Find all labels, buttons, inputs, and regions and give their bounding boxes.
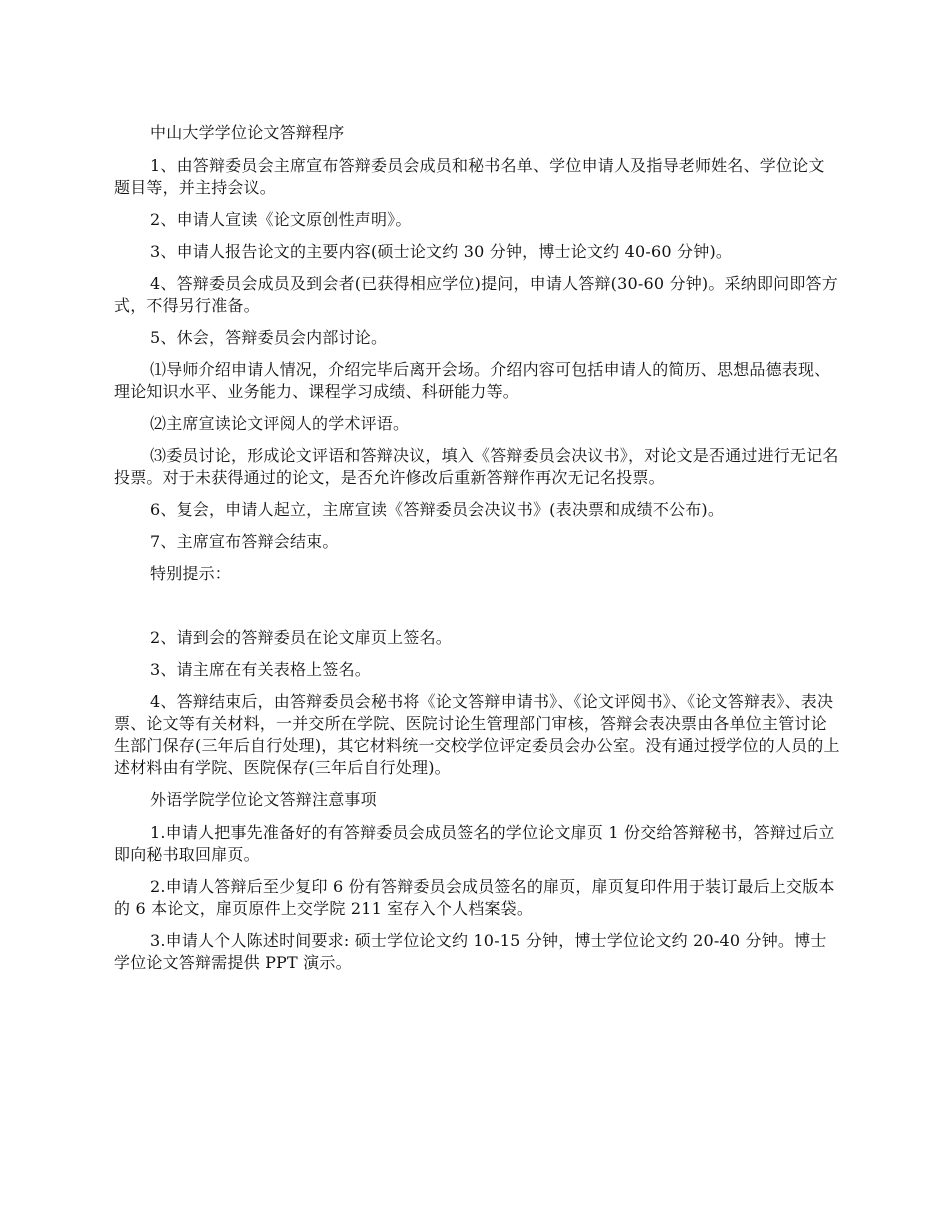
procedure-step-1: 1、由答辩委员会主席宣布答辩委员会成员和秘书名单、学位申请人及指导老师姓名、学位论文题目等，并主持会议。: [114, 156, 825, 197]
procedure-step-5: 5、休会，答辩委员会内部讨论。: [150, 328, 388, 347]
procedure-step-7: 7、主席宣布答辩会结束。: [150, 532, 339, 551]
note-item-3: 3.申请人个人陈述时间要求: 硕士学位论文约 10-15 分钟，博士学位论文约 20-40 分钟。博士学位论文答辩需提供 PPT 演示。: [114, 931, 827, 972]
procedure-step-2: 2、申请人宣读《论文原创性声明》。: [150, 210, 412, 229]
special-tips-title: 特别提示：: [150, 564, 232, 583]
document-title-notes: 外语学院学位论文答辩注意事项: [150, 790, 377, 809]
tip-item-2: 2、请到会的答辩委员在论文扉页上签名。: [150, 628, 452, 647]
blank-gap: [114, 595, 840, 627]
tip-item-3: 3、请主席在有关表格上签名。: [150, 660, 371, 679]
document-title-defense-procedure: 中山大学学位论文答辩程序: [150, 123, 345, 142]
tip-item-4: 4、答辩结束后，由答辩委员会秘书将《论文答辩申请书》、《论文评阅书》、《论文答辩表》、表决票、论文等有关材料，一并交所在学院、医院讨论生管理部门审核，答辩会表决票由各单位主管讨论生部门保存(三年后自行处理)，其它材料统一交校学位评定委员会办公室。没有通过授学位的人员的上述材料由有学院、医院保存(三年后自行处理)。: [114, 692, 840, 777]
procedure-step-5-sub-3: ⑶委员讨论，形成论文评语和答辩决议，填入《答辩委员会决议书》，对论文是否通过进行无记名投票。对于未获得通过的论文，是否允许修改后重新答辩作再次无记名投票。: [114, 446, 839, 487]
note-item-1: 1.申请人把事先准备好的有答辩委员会成员签名的学位论文扉页 1 份交给答辩秘书，答辩过后立即向秘书取回扉页。: [114, 823, 835, 864]
procedure-step-6: 6、复会，申请人起立，主席宣读《答辩委员会决议书》(表决票和成绩不公布)。: [150, 500, 725, 519]
procedure-step-3: 3、申请人报告论文的主要内容(硕士论文约 30 分钟，博士论文约 40-60 分钟)。: [150, 242, 733, 261]
note-item-2: 2.申请人答辩后至少复印 6 份有答辩委员会成员签名的扉页，扉页复印件用于装订最后上交版本的 6 本论文，扉页原件上交学院 211 室存入个人档案袋。: [114, 877, 835, 918]
procedure-step-5-sub-1: ⑴导师介绍申请人情况，介绍完毕后离开会场。介绍内容可包括申请人的简历、思想品德表现、理论知识水平、业务能力、课程学习成绩、科研能力等。: [114, 360, 831, 401]
procedure-step-4: 4、答辩委员会成员及到会者(已获得相应学位)提问，申请人答辩(30-60 分钟)。采纳即问即答方式，不得另行准备。: [114, 274, 838, 315]
procedure-step-5-sub-2: ⑵主席宣读论文评阅人的学术评语。: [150, 414, 410, 433]
